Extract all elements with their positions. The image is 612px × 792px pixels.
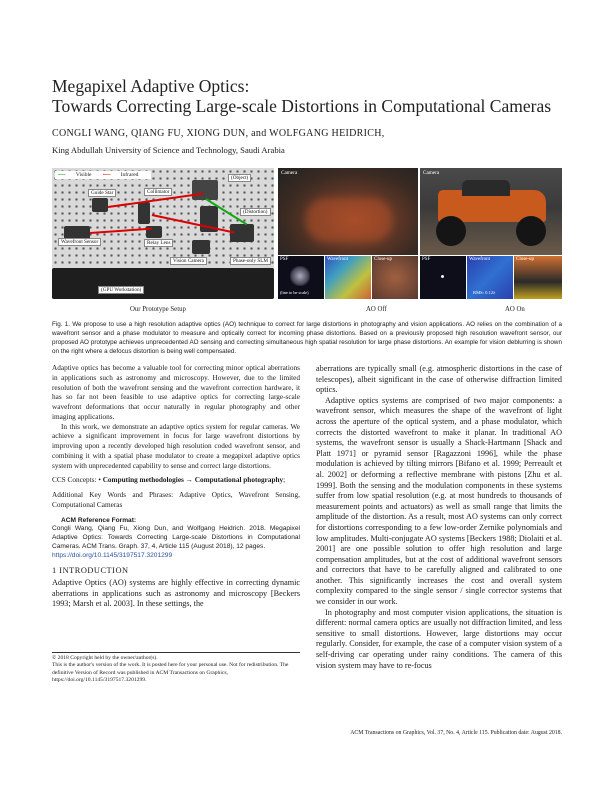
ao-off-psf-spot bbox=[290, 266, 310, 286]
copyright-footnote bbox=[52, 652, 300, 684]
object-component bbox=[192, 180, 218, 200]
acm-reference-text: Congli Wang, Qiang Fu, Xiong Dun, and Wolfgang Heidrich. 2018. Megapixel Adaptive Optics: Towards Correcting Large-scale Distortions in Computational Cameras. ACM Trans. Graph. 37, 4, Article 115 (August 2018), 12 pages. bbox=[52, 525, 300, 550]
label-vision-camera: Vision Camera bbox=[170, 257, 207, 265]
left-column bbox=[52, 364, 300, 610]
footnote-line-1: © 2018 Copyright held by the owner/author(s). bbox=[52, 655, 158, 661]
section-heading-introduction: 1 INTRODUCTION bbox=[52, 566, 129, 576]
keywords: Additional Key Words and Phrases: Adaptive Optics, Wavefront Sensing, Computational Cameras bbox=[52, 491, 300, 509]
footnote-line-2: This is the author's version of the work. It is posted here for your personal use. Not for redistribution. The definitive Version of Record was published in ACM Transactions on Graphics, https://doi.org/10.1145/3197517.3201299. bbox=[52, 662, 289, 683]
toy-car-window bbox=[462, 180, 510, 196]
blurred-toy-car bbox=[306, 198, 392, 242]
legend-infrared: Infrared bbox=[120, 172, 139, 178]
label-collimator: Collimator bbox=[144, 188, 172, 196]
ao-on-closeup bbox=[514, 256, 562, 299]
legend-visible: Visible bbox=[75, 172, 92, 178]
subcaption-ao-on: AO On bbox=[505, 306, 525, 313]
right-paragraph-2: Adaptive optics systems are comprised of two major components: a wavefront sensor, which measures the shape of the wavefront of light across the aperture of the optical system, and a phase modulator, which corrects the distorted wavefront to make it planar. In traditional AO systems, the wavefront sensor is usually a Shack-Hartmann [Shack and Platt 1971] or pyramid sensor [Ragazzoni 1996], while the phase modulation is achieved by tilting mirrors [Bifano et al. 1999; Perreault et al. 2002] or deforming a reflective membrane with pistons [Zhu et al. 1999]. Both the sensing and the modulation components in these systems suffer from low spatial resolution (e.g. at most hundreds to thousands of measurement points and actuators) as well as small range that limits the amplitude of the distortion. As a result, most AO systems can only correct for distortions corresponding to a few low-order Zernike polynomials and low amplitudes. Multi-conjugate AO systems [Beckers 1988; Diolaiti et al. 2001] are one possible solution to offer high resolution and large compensation amplitudes, but at the cost of additional wavefront sensors and correctors that have to be carefully aligned and calibrated to one another. This significantly increases the cost and overall system complexity compared to the single sensor / single corrector systems that we consider in our work. bbox=[316, 395, 562, 607]
vision-camera-component bbox=[192, 240, 210, 254]
ao-off-closeup bbox=[372, 256, 418, 299]
ccs-bold: Computing methodologies → Computational photography bbox=[102, 476, 284, 485]
ao-off-psf bbox=[278, 256, 324, 299]
legend-visible-arrow: ⟵ bbox=[58, 172, 66, 178]
ao-off-wavefront-label: Wavefront bbox=[327, 257, 348, 262]
ccs-concepts bbox=[52, 476, 300, 486]
label-object: (Object) bbox=[228, 174, 251, 182]
right-paragraph-3: In photography and most computer vision applications, the situation is different: normal camera optics are usually not diffraction limited, and less sensitive to small distortions. However, large distortions may occur regularly. Consider, for example, the case of a computer vision system of a self-driving car operating under rainy conditions. The camera of this vision system may have to re-focus bbox=[316, 607, 562, 670]
running-footer: ACM Transactions on Graphics, Vol. 37, No. 4, Article 115. Publication date: August 2018. bbox=[350, 730, 562, 736]
ao-off-wavefront bbox=[325, 256, 371, 299]
doi-container bbox=[52, 552, 300, 561]
subcaption-setup: Our Prototype Setup bbox=[130, 306, 186, 313]
ao-off-psf-label: PSF bbox=[280, 257, 289, 262]
ao-on-rms-value: RMS: 0.12λ bbox=[473, 290, 496, 295]
toy-car-wheel-rear bbox=[516, 216, 546, 246]
ao-off-camera-label: Camera bbox=[281, 170, 298, 176]
doi-link[interactable]: https://doi.org/10.1145/3197517.3201299 bbox=[52, 551, 173, 559]
subcaption-ao-off: AO Off bbox=[366, 306, 387, 313]
figure-caption: Fig. 1. We propose to use a high resolution adaptive optics (AO) technique to correct for large distortions in photography and vision applications. AO relies on the combination of a wavefront sensor and a phase modulator to measure and optically correct for incoming phase distortions. Based on a previously proposed high resolution wavefront sensor, our proposed AO prototype achieves unprecedented AO sensing and correcting simultaneous high spatial resolution for large phase distortions. An example for vision deblurring is shown on the right where a defocus distortion is being well compensated. bbox=[52, 321, 562, 356]
toy-car-wheel-front bbox=[436, 216, 466, 246]
prototype-setup-photo bbox=[52, 168, 274, 299]
workstation-base bbox=[52, 268, 274, 299]
ao-off-camera-image bbox=[278, 168, 418, 255]
right-column bbox=[316, 364, 562, 671]
label-relay-lens: Relay Lens bbox=[144, 239, 173, 247]
ao-on-wavefront-label: Wavefront bbox=[469, 257, 490, 262]
abstract-paragraph-1: Adaptive optics has become a valuable tool for correcting minor optical aberrations in applications such as astronomy and microscopy. However, due to the limited resolution of both the wavefront sensing and the wavefront correction hardware, it has so far not been feasible to use adaptive optics for correcting large-scale wavefront deformations that occur naturally in regular photography and other imaging applications. bbox=[52, 364, 300, 421]
acm-reference-heading: ACM Reference Format: bbox=[61, 516, 137, 524]
abstract-paragraph-2: In this work, we demonstrate an adaptive optics system for regular cameras. We achieve a significant improvement in focus for large wavefront distortions by improving upon a recently developed high resolution coded wavefront sensor, and combining it with a spatial phase modulator to create a megapixel adaptive optics system with unprecedented capability to sense and correct large distortions. bbox=[52, 422, 300, 470]
teaser-figure bbox=[52, 168, 562, 300]
intro-paragraph-1: Adaptive Optics (AO) systems are highly effective in correcting dynamic aberrations in applications such as astronomy and microscopy [Beckers 1993; Marsh et al. 2003]. In these settings, the bbox=[52, 578, 300, 609]
label-gpu-workstation: (GPU Workstation) bbox=[98, 286, 144, 294]
guide-star-component bbox=[92, 198, 108, 212]
collimator-component bbox=[138, 202, 150, 224]
ccs-suffix: ; bbox=[283, 476, 286, 485]
label-phase-only-slm: Phase-only SLM bbox=[230, 257, 271, 265]
ao-on-psf-spot bbox=[441, 275, 444, 278]
title-line-2: Towards Correcting Large-scale Distortions in Computational Cameras bbox=[52, 96, 552, 116]
ao-on-camera-label: Camera bbox=[423, 170, 440, 176]
ao-off-closeup-label: Close-up bbox=[374, 257, 393, 262]
affiliation: King Abdullah University of Science and Technology, Saudi Arabia bbox=[52, 145, 285, 155]
ao-off-scale-note: (line to be scale) bbox=[280, 290, 309, 295]
author-list: CONGLI WANG, QIANG FU, XIONG DUN, and WOLFGANG HEIDRICH, bbox=[52, 128, 385, 139]
ccs-prefix: CCS Concepts: • bbox=[52, 476, 101, 485]
ao-on-wavefront bbox=[467, 256, 513, 299]
label-guide-star: Guide Star bbox=[88, 189, 116, 197]
label-distortion: (Distortion) bbox=[240, 208, 271, 216]
title-line-1: Megapixel Adaptive Optics: bbox=[52, 76, 250, 96]
ao-on-psf-label: PSF bbox=[422, 257, 431, 262]
ao-on-closeup-label: Close-up bbox=[516, 257, 535, 262]
label-wavefront-sensor: Wavefront Sensor bbox=[58, 238, 101, 246]
paper-title bbox=[52, 76, 572, 116]
ao-on-camera-image bbox=[420, 168, 562, 255]
right-paragraph-1: aberrations are typically small (e.g. atmospheric distortions in the case of telescopes), albeit significant in the case of otherwise diffraction limited optics. bbox=[316, 364, 562, 395]
legend-infrared-arrow: ⟵ bbox=[102, 172, 111, 178]
ao-on-psf bbox=[420, 256, 466, 299]
figure-legend bbox=[55, 171, 151, 179]
